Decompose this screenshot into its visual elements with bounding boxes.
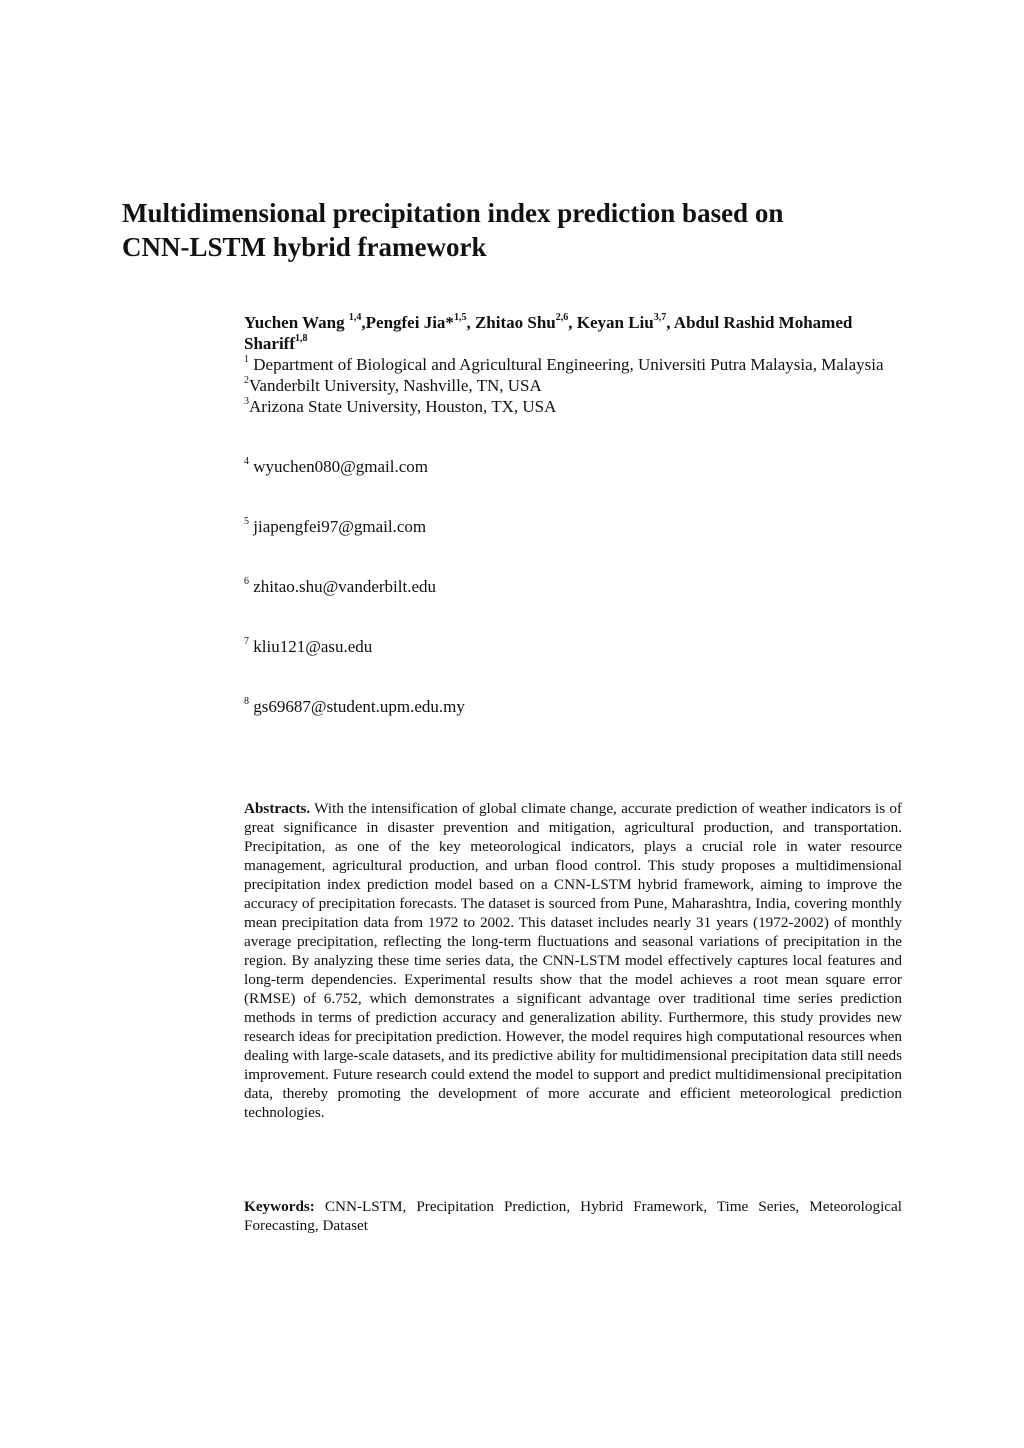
author-sup: 1,5: [453, 312, 467, 324]
author-sup: 2,6: [555, 312, 569, 324]
author-sep: ,: [568, 313, 577, 332]
paper-title: [122, 196, 912, 264]
author-sup: 1,8: [295, 333, 308, 345]
keywords-text: CNN-LSTM, Precipitation Prediction, Hybrid Framework, Time Series, Meteorological Forecasting, Dataset: [244, 1198, 902, 1234]
author-list: [244, 312, 904, 354]
affiliation-text: Arizona State University, Houston, TX, USA: [249, 397, 557, 416]
email-entry: [244, 456, 904, 516]
affiliation: [244, 354, 904, 375]
abstract-label: Abstracts.: [244, 800, 311, 817]
email-address: kliu121@asu.edu: [249, 637, 373, 656]
author-sep: ,: [361, 313, 366, 332]
email-sup: 7: [244, 636, 249, 648]
affiliation: [244, 375, 904, 396]
keywords-label: Keywords:: [244, 1198, 315, 1215]
email-list: [244, 456, 904, 756]
title-line: CNN-LSTM hybrid framework: [122, 232, 487, 262]
author-sup: 1,4: [348, 312, 362, 324]
email-address: wyuchen080@gmail.com: [249, 457, 429, 476]
author-sup: 3,7: [653, 312, 667, 324]
email-address: zhitao.shu@vanderbilt.edu: [249, 577, 437, 596]
author-name: Yuchen Wang: [244, 313, 349, 332]
author-block: [244, 312, 904, 417]
affiliation-sup: 1: [244, 354, 249, 366]
keywords: [244, 1197, 902, 1235]
email-entry: [244, 516, 904, 576]
author-name: Zhitao Shu: [474, 313, 556, 332]
title-line: Multidimensional precipitation index prediction based on: [122, 198, 784, 228]
email-sup: 6: [244, 576, 249, 588]
email-sup: 8: [244, 696, 249, 708]
author-sep: ,: [666, 313, 674, 332]
affiliation-text: Department of Biological and Agricultural Engineering, Universiti Putra Malaysia, Malaysia: [249, 355, 884, 374]
email-address: gs69687@student.upm.edu.my: [249, 697, 465, 716]
author-name: Keyan Liu: [576, 313, 654, 332]
email-entry: [244, 696, 904, 756]
email-address: jiapengfei97@gmail.com: [249, 517, 427, 536]
email-entry: [244, 576, 904, 636]
affiliation-text: Vanderbilt University, Nashville, TN, USA: [249, 376, 542, 395]
author-name: Pengfei Jia*: [365, 313, 454, 332]
author-sep: ,: [466, 313, 475, 332]
affiliation: [244, 396, 904, 417]
affiliation-sup: 3: [244, 396, 249, 408]
email-sup: 5: [244, 516, 249, 528]
author-name: Abdul Rashid Mohamed Shariff: [244, 313, 853, 353]
email-sup: 4: [244, 456, 249, 468]
email-entry: [244, 636, 904, 696]
affiliation-sup: 2: [244, 375, 249, 387]
abstract-text: With the intensification of global climate change, accurate prediction of weather indicators is of great significance in disaster prevention and mitigation, agricultural production, and transportation. Precipitation, as one of the key meteorological indicators, plays a crucial role in water resource management, agricultural production, and urban flood control. This study proposes a multidimensional precipitation index prediction model based on a CNN-LSTM hybrid framework, aiming to improve the accuracy of precipitation forecasts. The dataset is sourced from Pune, Maharashtra, India, covering monthly mean precipitation data from 1972 to 2002. This dataset includes nearly 31 years (1972-2002) of monthly average precipitation, reflecting the long-term fluctuations and seasonal variations of precipitation in the region. By analyzing these time series data, the CNN-LSTM model effectively captures local features and long-term dependencies. Experimental results show that the model achieves a root mean square error (RMSE) of 6.752, which demonstrates a significant advantage over traditional time series prediction methods in terms of prediction accuracy and generalization ability. Furthermore, this study provides new research ideas for precipitation prediction. However, the model requires high computational resources when dealing with large-scale datasets, and its predictive ability for multidimensional precipitation data still needs improvement. Future research could extend the model to support and predict multidimensional precipitation data, thereby promoting the development of more accurate and efficient meteorological prediction technologies.: [244, 800, 902, 1121]
abstract: [244, 799, 902, 1122]
